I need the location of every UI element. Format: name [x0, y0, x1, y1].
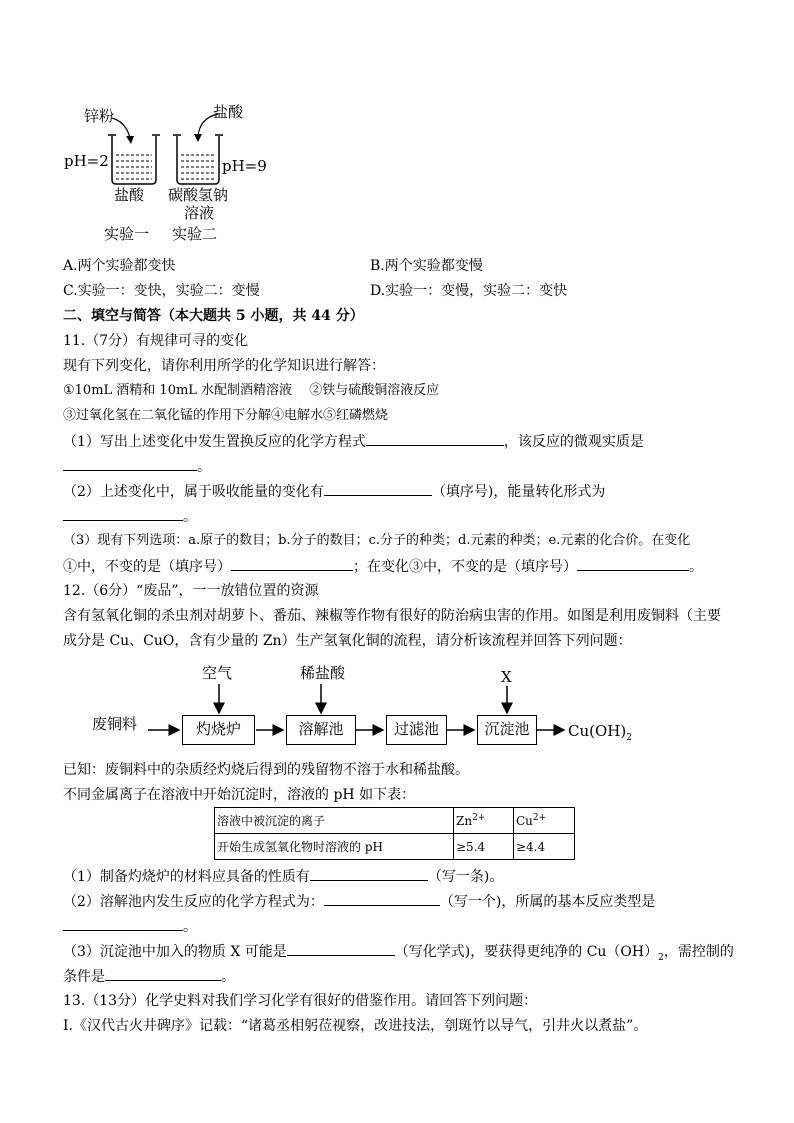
q11-change1-blank[interactable]: [231, 558, 353, 571]
q11-part2-line2: [63, 508, 197, 526]
q11-part3-line2: [63, 558, 703, 576]
ph-table-zn: [454, 808, 514, 834]
q11-title: 11.（7分）有规律可寻的变化: [63, 333, 249, 349]
q12-part3-text-b: （写化学式)，要获得更纯净的 Cu（OH）: [394, 944, 659, 960]
q11-part3-text-b: ①中，不变的是（填序号）: [63, 559, 231, 575]
beaker-2-label-line1: 碳酸氢钠: [168, 186, 229, 204]
hcl-arrowhead: [194, 134, 202, 142]
q13-title: 13.（13分）化学史料对我们学习化学有很好的借鉴作用。请回答下列问题：: [63, 993, 538, 1009]
q11-change3-blank[interactable]: [577, 558, 689, 571]
flow-product-base: Cu(OH): [568, 722, 627, 740]
section-2-heading: 二、填空与简答（本大题共 5 小题，共 44 分）: [63, 308, 364, 324]
q12-ph-intro: 不同金属离子在溶液中开始沉淀时，溶液的 pH 如下表：: [63, 787, 416, 803]
q12-part2-text-b: （写一个)，所属的基本反应类型是: [439, 894, 656, 910]
beaker-1-label: 盐酸: [114, 186, 145, 204]
q12-intro-line1: 含有氢氧化铜的杀虫剂对胡萝卜、番茄、辣椒等作物有很好的防治病虫害的作用。如图是利用废铜料（主要: [63, 608, 721, 624]
q12-part3-sub: 2: [658, 952, 664, 963]
ph-table-row: [215, 808, 575, 834]
q11-period-3: 。: [689, 559, 703, 575]
flow-dissolve-box: 溶解池: [286, 715, 356, 745]
q12-known: 已知：废铜料中的杂质经灼烧后得到的残留物不溶于水和稀盐酸。: [63, 762, 469, 778]
q11-part2-text-a: （2）上述变化中，属于吸收能量的变化有: [63, 484, 324, 500]
ph-right-label: pH=9: [222, 157, 267, 175]
hcl-top-label: 盐酸: [213, 103, 244, 121]
flow-dilute-hcl-label: 稀盐酸: [300, 664, 346, 682]
q11-period-2: 。: [183, 509, 197, 525]
q11-part2-line1: [63, 483, 605, 501]
q12-part1: [63, 868, 503, 886]
q11-part1-line2: [63, 458, 211, 476]
cu-symbol: Cu: [516, 814, 533, 828]
q12-material-blank[interactable]: [310, 868, 428, 881]
q11-part3-line1: （3）现有下列选项：a.原子的数目；b.分子的数目；c.分子的种类；d.元素的种类；e.元素的化合价。在变化: [63, 533, 691, 548]
q11-energy-form-blank[interactable]: [63, 508, 183, 521]
q12-part1-text-a: （1）制备灼烧炉的材料应具备的性质有: [63, 869, 310, 885]
option-d: D.实验一：变慢，实验二：变快: [370, 283, 568, 299]
q11-micro-essence-blank[interactable]: [63, 458, 197, 471]
q12-part1-text-b: （写一条)。: [427, 869, 504, 885]
q12-period-2: 。: [221, 969, 235, 985]
q12-period-1: 。: [183, 919, 197, 935]
ph-table-header-ion: 溶液中被沉淀的离子: [215, 808, 454, 834]
beaker-2: [173, 135, 223, 184]
flow-precip-box: 沉淀池: [477, 715, 537, 745]
flow-x-label: X: [501, 668, 512, 686]
ph-table-zn-ph: ≥5.4: [454, 834, 514, 860]
q11-part1-text-a: （1）写出上述变化中发生置换反应的化学方程式: [63, 434, 366, 450]
q12-reaction-type-blank[interactable]: [63, 918, 183, 931]
zinc-label: 锌粉: [84, 107, 115, 125]
zinc-arrowhead: [126, 136, 134, 144]
q13-line1: I.《汉代古火井碑序》记载：“诸葛丞相躬莅视察，改进技法，刳斑竹以导气，引井火以煮盐”。: [63, 1018, 648, 1034]
flow-furnace-box: 灼烧炉: [182, 715, 255, 745]
option-b: B.两个实验都变慢: [370, 258, 483, 274]
q12-part3-line2: [63, 968, 235, 986]
q12-intro-line2: 成分是 Cu、CuO，含有少量的 Zn）生产氢氧化铜的流程，请分析该流程并回答下列问题：: [63, 633, 632, 649]
option-c: C.实验一：变快，实验二：变慢: [63, 283, 260, 299]
q12-title: 12.（6分）“废品”，一一放错位置的资源: [63, 583, 319, 599]
flow-filter-box: 过滤池: [386, 715, 447, 745]
q11-part2-text-b: （填序号)，能量转化形式为: [431, 484, 606, 500]
beaker-2-liquid: [181, 155, 215, 179]
flowchart-arrows: [0, 660, 794, 760]
flow-air-label: 空气: [202, 664, 233, 682]
q11-intro: 现有下列变化，请你利用所学的化学知识进行解答：: [63, 358, 385, 374]
q12-part3-line1: [63, 943, 734, 967]
beaker-1-liquid: [116, 155, 152, 179]
beaker-1: [108, 135, 160, 184]
option-a: A.两个实验都变快: [63, 258, 176, 274]
q11-part3-text-c: ；在变化③中，不变的是（填序号）: [353, 559, 577, 575]
ph-table-cu-ph: ≥4.4: [514, 834, 575, 860]
q12-x-formula-blank[interactable]: [287, 943, 395, 956]
ph-left-label: pH=2: [64, 152, 109, 170]
ph-table-row: [215, 834, 575, 860]
beaker-2-label-line2: 溶液: [184, 204, 215, 222]
q12-condition-blank[interactable]: [105, 968, 221, 981]
cu-charge: 2+: [532, 813, 547, 823]
q11-equation-blank[interactable]: [366, 433, 504, 446]
q12-part2-line2: [63, 918, 197, 936]
experiment-2-label: 实验二: [172, 225, 218, 243]
zn-charge: 2+: [472, 813, 486, 823]
q12-equation-blank[interactable]: [324, 893, 440, 906]
q11-part1-text-b: ，该反应的微观实质是: [503, 434, 644, 450]
zn-symbol: Zn: [456, 814, 473, 828]
ph-table: [214, 807, 575, 860]
q12-part3-text-a: （3）沉淀池中加入的物质 X 可能是: [63, 944, 287, 960]
q11-part1-line1: [63, 433, 644, 451]
q11-period-1: 。: [197, 459, 211, 475]
ph-table-cu: [514, 808, 575, 834]
q12-part3-text-c: ，需控制的: [663, 944, 734, 960]
q12-part3-text-d: 条件是: [63, 969, 105, 985]
ph-table-header-ph: 开始生成氢氧化物时溶液的 pH: [215, 834, 454, 860]
q11-items-line2: ③过氧化氢在二氧化锰的作用下分解④电解水⑤红磷燃烧: [63, 408, 389, 423]
q11-absorb-energy-blank[interactable]: [324, 483, 432, 496]
q12-part2-line1: [63, 893, 655, 911]
flow-raw-label: 废铜料: [92, 715, 138, 733]
experiment-1-label: 实验一: [104, 225, 150, 243]
flow-product-label: [568, 722, 632, 747]
q12-part2-text-a: （2）溶解池内发生反应的化学方程式为：: [63, 894, 324, 910]
flow-product-sub: 2: [626, 733, 632, 743]
q11-items-line1: ①10mL 酒精和 10mL 水配制酒精溶液 ②铁与硫酸铜溶液反应: [63, 383, 440, 398]
